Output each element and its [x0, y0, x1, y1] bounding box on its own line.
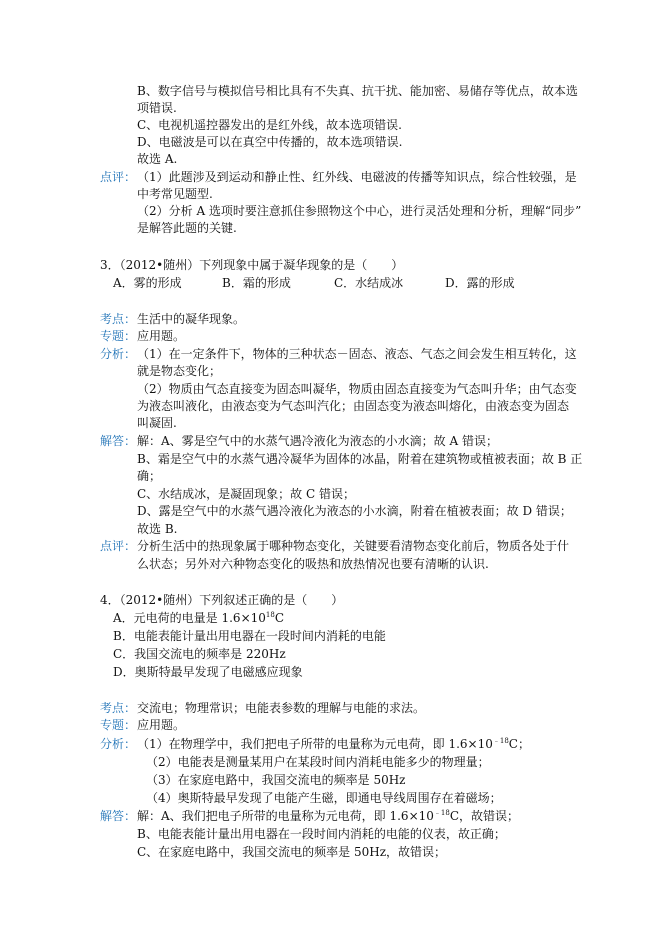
- question-3-option-d: D．露的形成: [445, 276, 515, 290]
- q4-kaodian-tag: 考点：: [100, 701, 137, 715]
- q4-jieda-tag: 解答：: [100, 809, 137, 823]
- q4-jieda-line2: B、电能表能计量出用电器在一段时间内消耗的电能的仪表，故正确；: [137, 827, 506, 841]
- q4-jieda-line3: C、在家庭电路中，我国交流电的频率是 50Hz，故错误；: [137, 845, 447, 859]
- q3-fenxi-tag: 分析：: [100, 347, 137, 361]
- q3-fenxi-line2: 就是物态变化；: [137, 364, 222, 378]
- question-4-option-b: B．电能表能计量出用电器在一段时间内消耗的电能: [113, 629, 386, 643]
- q3-dianping-line2: 么状态；另外对六种物态变化的吸热和放热情况也要有清晰的认识.: [137, 557, 489, 571]
- q3-dianping-tag: 点评：: [100, 539, 137, 553]
- q3-fenxi-line3: （2）物质由气态直接变为固态叫凝华，物质由固态直接变为气态叫升华；由气态变: [137, 382, 577, 396]
- exponent: ﹣18: [433, 809, 450, 817]
- q3-jieda-line1: 解：A、雾是空气中的水蒸气遇冷液化为液态的小水滴；故 A 错误；: [137, 434, 498, 448]
- q3-zhuanti-tag: 专题：: [100, 329, 137, 343]
- q3-jieda-tag: 解答：: [100, 434, 137, 448]
- comment-line2: 中考常见题型.: [137, 187, 213, 201]
- q3-zhuanti: 应用题。: [137, 329, 186, 343]
- question-4-stem: 4．（2012•随州）下列叙述正确的是（ ）: [100, 593, 344, 607]
- q4-fenxi-line4: （4）奥斯特最早发现了电能产生磁，即通电导线周围存在着磁场；: [146, 791, 502, 805]
- q3-fenxi-line4: 为液态叫液化，由液态变为气态叫汽化；由固态变为液态叫熔化，由液态变为固态: [137, 399, 570, 413]
- q4-fenxi-line2: （2）电能表是测量某用户在某段时间内消耗电能多少的物理量；: [146, 755, 490, 769]
- question-4-option-a: A．元电荷的电量是 $1.6\times 10^{18}C$: [113, 611, 284, 625]
- q4-fenxi-tag: 分析：: [100, 737, 137, 751]
- question-3-option-a: A．雾的形成: [113, 276, 182, 290]
- option-d-explanation: D、电磁波是可以在真空中传播的，故本选项错误.: [137, 135, 403, 149]
- q4-fenxi-line1: （1）在物理学中，我们把电子所带的电量称为元电荷，即 $1.6\times 10^{﹣18}C$；: [137, 737, 530, 751]
- q4-zhuanti-tag: 专题：: [100, 718, 137, 732]
- q3-jieda-line6: 故选 B.: [137, 522, 178, 536]
- exponent: 18: [265, 611, 275, 619]
- q3-fenxi-line1: （1）在一定条件下，物体的三种状态－固态、液态、气态之间会发生相互转化，这: [137, 347, 577, 361]
- q3-jieda-line4: C、水结成冰，是凝固现象；故 C 错误；: [137, 487, 355, 501]
- comment-line4: 是解答此题的关键.: [137, 221, 237, 235]
- option-b-explanation-line1: B、数字信号与模拟信号相比具有不失真、抗干扰、能加密、易储存等优点，故本选: [137, 84, 578, 98]
- question-4-option-c: C．我国交流电的频率是 220Hz: [113, 647, 286, 661]
- question-3-option-b: B．霜的形成: [222, 276, 291, 290]
- option-b-explanation-line2: 项错误.: [137, 101, 177, 115]
- q3-dianping-line1: 分析生活中的热现象属于哪种物态变化，关键要看清物态变化前后，物质各处于什: [137, 539, 570, 553]
- comment-line3: （2）分析 A 选项时要注意抓住参照物这个中心，进行灵活处理和分析，理解“同步”: [137, 204, 582, 218]
- q3-jieda-line5: D、露是空气中的水蒸气遇冷液化为液态的小水滴，附着在植被表面；故 D 错误；: [137, 504, 572, 518]
- q4-fenxi-line3: （3）在家庭电路中，我国交流电的频率是 50Hz: [146, 773, 406, 787]
- answer-choice: 故选 A.: [137, 152, 178, 166]
- question-4-option-d: D．奥斯特最早发现了电磁感应现象: [113, 665, 303, 679]
- q4-kaodian: 交流电；物理常识；电能表参数的理解与电能的求法。: [137, 701, 426, 715]
- q3-fenxi-line5: 叫凝固.: [137, 416, 177, 430]
- q4-zhuanti: 应用题。: [137, 718, 186, 732]
- q3-kaodian-tag: 考点：: [100, 312, 137, 326]
- comment-tag: 点评：: [100, 170, 137, 184]
- option-c-explanation: C、电视机遥控器发出的是红外线，故本选项错误.: [137, 118, 402, 132]
- q4-jieda-line1: 解：A、我们把电子所带的电量称为元电荷，即 $1.6\times 10^{﹣18}C$，故错误；: [137, 809, 519, 823]
- q3-jieda-line3: 确；: [137, 469, 162, 483]
- exponent: ﹣18: [492, 737, 509, 745]
- question-3-stem: 3．（2012•随州）下列现象中属于凝华现象的是（ ）: [100, 258, 404, 272]
- q3-jieda-line2: B、霜是空气中的水蒸气遇冷凝华为固体的冰晶，附着在建筑物或植被表面；故 B 正: [137, 452, 583, 466]
- q3-kaodian: 生活中的凝华现象。: [137, 312, 246, 326]
- comment-line1: （1）此题涉及到运动和静止性、红外线、电磁波的传播等知识点，综合性较强，是: [137, 170, 577, 184]
- question-3-option-c: C．水结成冰: [334, 276, 404, 290]
